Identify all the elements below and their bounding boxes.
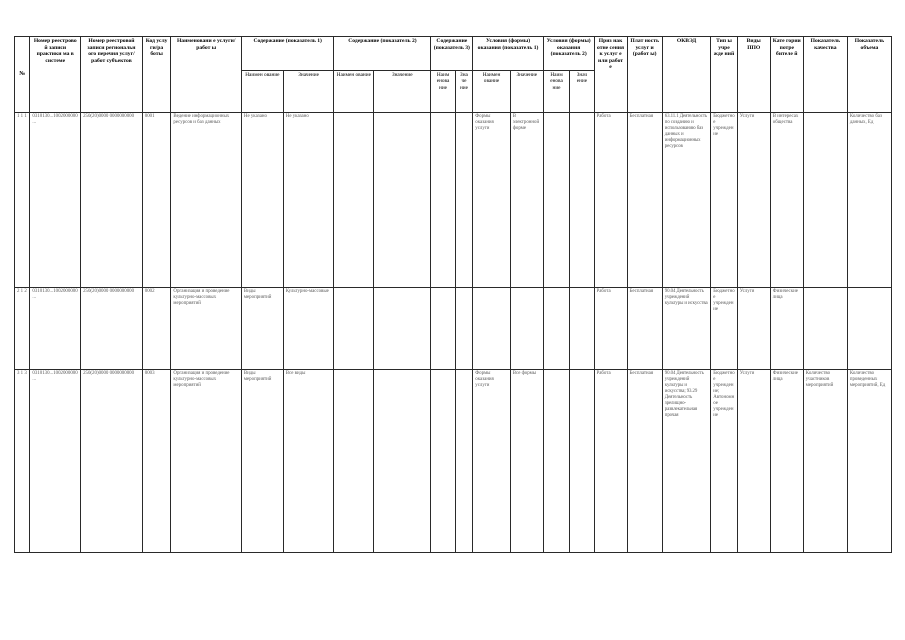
cell-category: Физические лица <box>770 370 803 553</box>
subheader-c1-value: Значение <box>283 71 334 113</box>
cell-type-act: Услуги <box>737 113 770 288</box>
cell-okved: 90.04 Деятельность учреждений культуры и искусства <box>662 288 710 370</box>
cell-volume: Количество проведенных мероприятий, Ед <box>847 370 891 553</box>
cell-c2-value <box>374 288 431 370</box>
cell-u1-name: Формы оказания услуги <box>473 370 510 553</box>
cell-category: Физические лица <box>770 288 803 370</box>
header-name: Наименовани е услуги/работ ы <box>171 37 242 113</box>
cell-quality <box>803 113 847 288</box>
cell-u1-value: В электронной форме <box>510 113 543 288</box>
cell-sign: Работа <box>594 288 627 370</box>
cell-c1-value: Все виды <box>283 370 334 553</box>
cell-u2-value <box>570 113 594 288</box>
cell-num: 2 1 2 <box>15 288 30 370</box>
cell-c2-name <box>334 288 374 370</box>
cell-okved: 90.04 Деятельность учреждений культуры и искусства; 93.29 Деятельность зрелищно-развлекательная прочая <box>662 370 710 553</box>
cell-c1-name: Виды мероприятий <box>241 288 283 370</box>
cell-reg: 0310130...1002000000... <box>30 370 81 553</box>
table-row <box>15 288 892 370</box>
cell-name: Ведение информационных ресурсов и баз данных <box>171 113 242 288</box>
cell-reg-alt: 250(20)0000 0000000000 <box>81 288 143 370</box>
cell-c1-name: Не указано <box>241 113 283 288</box>
cell-u2-value <box>570 288 594 370</box>
cell-volume <box>847 288 891 370</box>
cell-sign: Работа <box>594 113 627 288</box>
cell-payment: Бесплатная <box>627 288 662 370</box>
registry-table <box>14 36 892 553</box>
cell-type-inst: Бюджетное учреждение <box>711 288 737 370</box>
header-content3: Содержание (показатель 3) <box>431 37 473 71</box>
header-okved: ОКВЭД <box>662 37 710 113</box>
cell-num: 1 1 1 <box>15 113 30 288</box>
cell-reg-alt: 250(20)0000 0000000000 <box>81 370 143 553</box>
cell-reg: 0310130...1002000000... <box>30 113 81 288</box>
header-num: № <box>15 37 30 113</box>
header-content2: Содержание (показатель 2) <box>334 37 431 71</box>
cell-u1-value: Все формы <box>510 370 543 553</box>
header-type-act: Виды ППО <box>737 37 770 113</box>
cell-c2-name <box>334 370 374 553</box>
cell-okved: 63.11.1 Деятельность по созданию и использованию баз данных и информационных ресурсов <box>662 113 710 288</box>
subheader-c2-value: Значение <box>374 71 431 113</box>
subheader-u2-value: Знач ение <box>570 71 594 113</box>
header-quality: Показатель качества <box>803 37 847 113</box>
cell-c1-name: Виды мероприятий <box>241 370 283 553</box>
cell-c3-name <box>431 370 455 553</box>
cell-name: Организация и проведение культурно-массовых мероприятий <box>171 288 242 370</box>
header-reg-number: Номер реестрово й записи практики ма в системе <box>30 37 81 113</box>
table-row <box>15 370 892 553</box>
cell-c3-value <box>455 288 473 370</box>
header-type-inst: Тип ы учре жде ний <box>711 37 737 113</box>
cell-quality: Количество участников мероприятий <box>803 370 847 553</box>
cell-u1-name <box>473 288 510 370</box>
table-row <box>15 113 892 288</box>
header-sign: Приз нак отне сения к услуг е или работ е <box>594 37 627 113</box>
cell-type-act: Услуги <box>737 370 770 553</box>
cell-c3-name <box>431 288 455 370</box>
header-cond2: Условия (формы) оказания (показатель 2) <box>543 37 594 71</box>
subheader-c2-name: Наимен ование <box>334 71 374 113</box>
cell-u2-value <box>570 370 594 553</box>
subheader-c1-name: Наимен ование <box>241 71 283 113</box>
cell-c3-value <box>455 370 473 553</box>
cell-u1-name: Формы оказания услуги <box>473 113 510 288</box>
cell-num: 3 1 3 <box>15 370 30 553</box>
header-code: Код услу ги/ра боты <box>142 37 171 113</box>
header-payment: Плат ность услуг и (работ ы) <box>627 37 662 113</box>
subheader-c3-name: Наим енова ние <box>431 71 455 113</box>
cell-code: 0002 <box>142 288 171 370</box>
cell-type-inst: Бюджетное учреждение <box>711 113 737 288</box>
cell-c3-value <box>455 113 473 288</box>
cell-u2-name <box>543 113 569 288</box>
cell-u1-value <box>510 288 543 370</box>
subheader-c3-value: Зна че ние <box>455 71 473 113</box>
cell-code: 0001 <box>142 113 171 288</box>
cell-c1-value: Не указано <box>283 113 334 288</box>
cell-type-act: Услуги <box>737 288 770 370</box>
cell-category: В интересах общества <box>770 113 803 288</box>
subheader-u1-name: Наимен ование <box>473 71 510 113</box>
cell-payment: Бесплатная <box>627 113 662 288</box>
cell-c3-name <box>431 113 455 288</box>
cell-name: Организация и проведение культурно-массовых мероприятий <box>171 370 242 553</box>
cell-reg: 0310130...1002000000... <box>30 288 81 370</box>
cell-code: 0003 <box>142 370 171 553</box>
cell-c2-name <box>334 113 374 288</box>
cell-u2-name <box>543 288 569 370</box>
cell-c2-value <box>374 113 431 288</box>
cell-payment: Бесплатная <box>627 370 662 553</box>
header-content1: Содержание (показатель 1) <box>241 37 334 71</box>
cell-volume: Количество баз данных, Ед <box>847 113 891 288</box>
cell-c1-value: Культурно-массовые <box>283 288 334 370</box>
cell-type-inst: Бюджетное учреждение; Автономное учреждение <box>711 370 737 553</box>
header-cond1: Условия (формы) оказания (показатель 1) <box>473 37 544 71</box>
subheader-u2-name: Наим енова ние <box>543 71 569 113</box>
header-row <box>15 37 892 71</box>
cell-u2-name <box>543 370 569 553</box>
cell-quality <box>803 288 847 370</box>
header-volume: Показатель объема <box>847 37 891 113</box>
cell-c2-value <box>374 370 431 553</box>
cell-reg-alt: 250(20)0000 0000000000 <box>81 113 143 288</box>
header-category: Кате гории потре бителе й <box>770 37 803 113</box>
header-reg-number-alt: Номер реестровой записи региональн ого перечня услуг/работ субъектов <box>81 37 143 113</box>
cell-sign: Работа <box>594 370 627 553</box>
subheader-u1-value: Значение <box>510 71 543 113</box>
